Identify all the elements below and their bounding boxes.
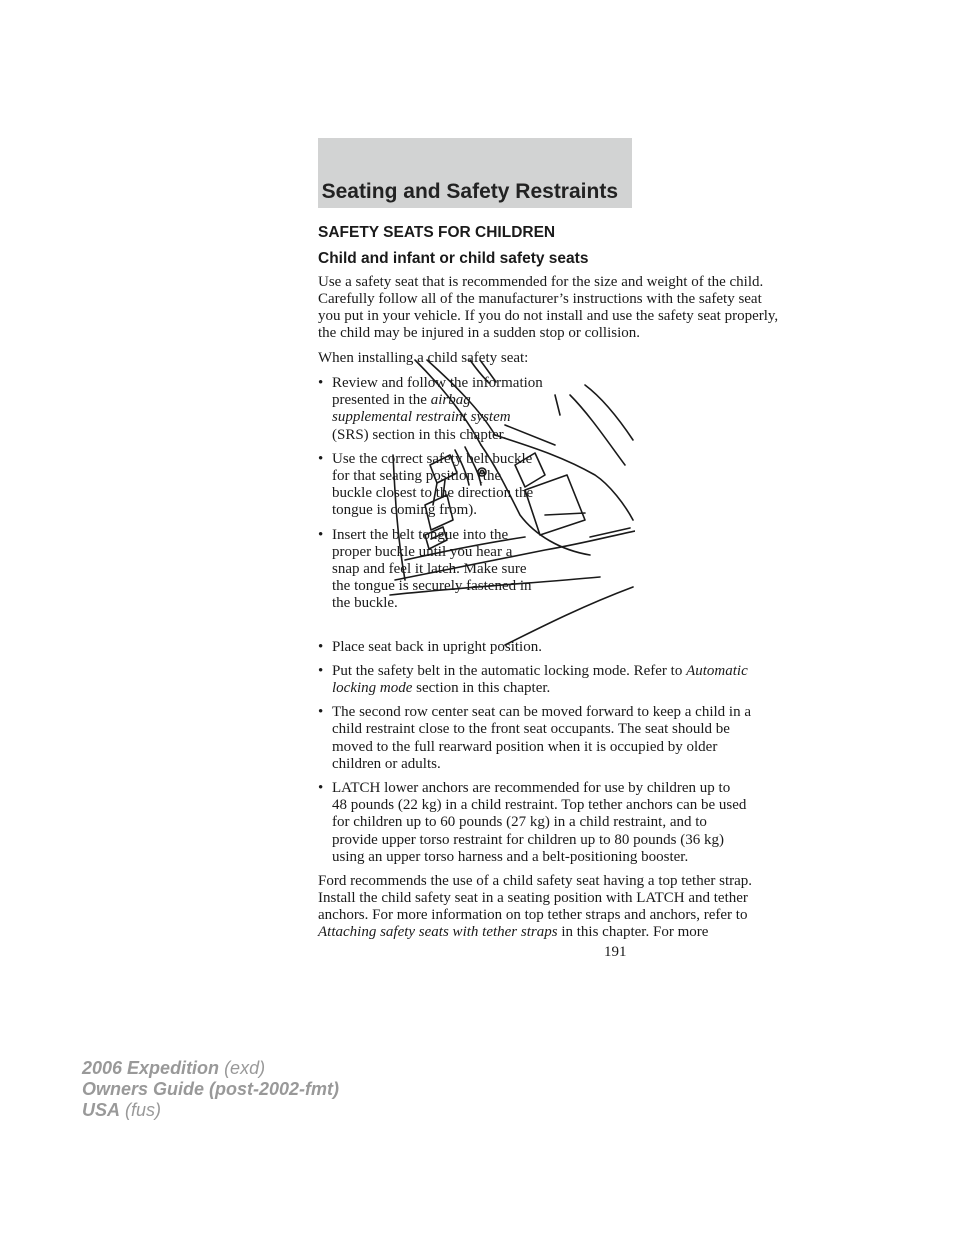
closing-paragraph [318,873,753,941]
footer-code: (exd) [219,1058,266,1078]
reference-link-text: Automatic [686,662,748,679]
reference-link-text: Attaching safety seats with tether straps [318,924,558,941]
list-item-text: (SRS) section in this chapter. [332,426,507,443]
section-subheading: Child and infant or child safety seats [318,250,589,267]
footer-region: USA [82,1100,121,1120]
list-item-text: LATCH lower anchors are recommended for use by children up to [332,780,731,797]
list-item-text: Review and follow the information [332,375,543,391]
list-item-text: buckle closest to the direction the [332,485,534,502]
paragraph-line: in this chapter. For more [557,924,709,941]
list-item [318,780,747,866]
intro-line: you put in your vehicle. If you do not install and use the safety seat properly, [318,308,779,324]
list-item [318,704,751,773]
list-item-text: presented in the [332,392,431,409]
list-item-text: for children up to 60 pounds (27 kg) in a child restraint, and to [332,814,707,831]
paragraph-line: Ford recommends the use of a child safety seat having a top tether strap. [318,873,753,890]
list-item-text: for that seating position (the [332,468,502,485]
list-item-text: Put the safety belt in the automatic locking mode. Refer to [332,662,687,679]
intro-paragraph [318,274,779,342]
list-item-text: the buckle. [332,595,398,612]
list-item-text: the tongue is securely fastened in [332,578,532,595]
list-item-text: section in this chapter. [412,680,551,697]
list-item-text: Insert the belt tongue into the [332,526,509,543]
list-item-text: provide upper torso restraint for children up to 80 pounds (36 kg) [332,831,724,848]
bullet-marker: • [318,780,324,797]
list-item-text: moved to the full rearward position when it is occupied by older [332,738,718,755]
page-number: 191 [604,944,627,960]
bullet-marker: • [318,375,324,391]
list-item-text: tongue is coming from). [332,502,477,519]
reference-link-text: locking mode [332,680,413,697]
intro-line: the child may be injured in a sudden stop or collision. [318,325,641,341]
list-item-text: children or adults. [332,755,441,772]
reference-link-text: airbag [430,392,471,409]
bullet-marker: • [318,704,324,721]
list-item-text: Place seat back in upright position. [332,638,542,655]
seat-belt-buckle-illustration [385,355,635,655]
bullet-marker: • [318,526,324,543]
chapter-title: Seating and Safety Restraints [321,180,618,203]
list-item-text: 48 pounds (22 kg) in a child restraint. Top tether anchors can be used [332,797,747,814]
intro-line: Carefully follow all of the manufacturer’s instructions with the safety seat [318,291,762,307]
chapter-header-band [318,138,632,208]
paragraph-line: anchors. For more information on top tether straps and anchors, refer to [318,907,748,924]
bullet-marker: • [318,662,324,679]
list-item-text: proper buckle until you hear a [332,543,513,560]
paragraph-line: Install the child safety seat in a seating position with LATCH and tether [318,890,748,907]
list-item-text: snap and feel it latch. Make sure [332,561,527,578]
reference-link-text: supplemental restraint system [332,409,511,426]
footer-guide: Owners Guide (post-2002-fmt) [82,1079,340,1099]
list-item-text: The second row center seat can be moved forward to keep a child in a [332,704,751,721]
intro-line: Use a safety seat that is recommended for the size and weight of the child. [318,274,764,290]
bullet-marker: • [318,450,324,467]
footer-code: (fus) [120,1100,162,1120]
document-footer [82,1058,339,1121]
list-item-text: child restraint close to the front seat occupants. The seat should be [332,721,730,738]
footer-model: 2006 Expedition [82,1058,220,1078]
list-item-text: using an upper torso harness and a belt-positioning booster. [332,848,689,865]
bullet-marker: • [318,638,324,655]
list-item [318,662,748,697]
list-item-text: Use the correct safety belt buckle [332,450,533,467]
installing-label: When installing a child safety seat: [318,350,529,366]
section-heading: SAFETY SEATS FOR CHILDREN [318,224,556,241]
